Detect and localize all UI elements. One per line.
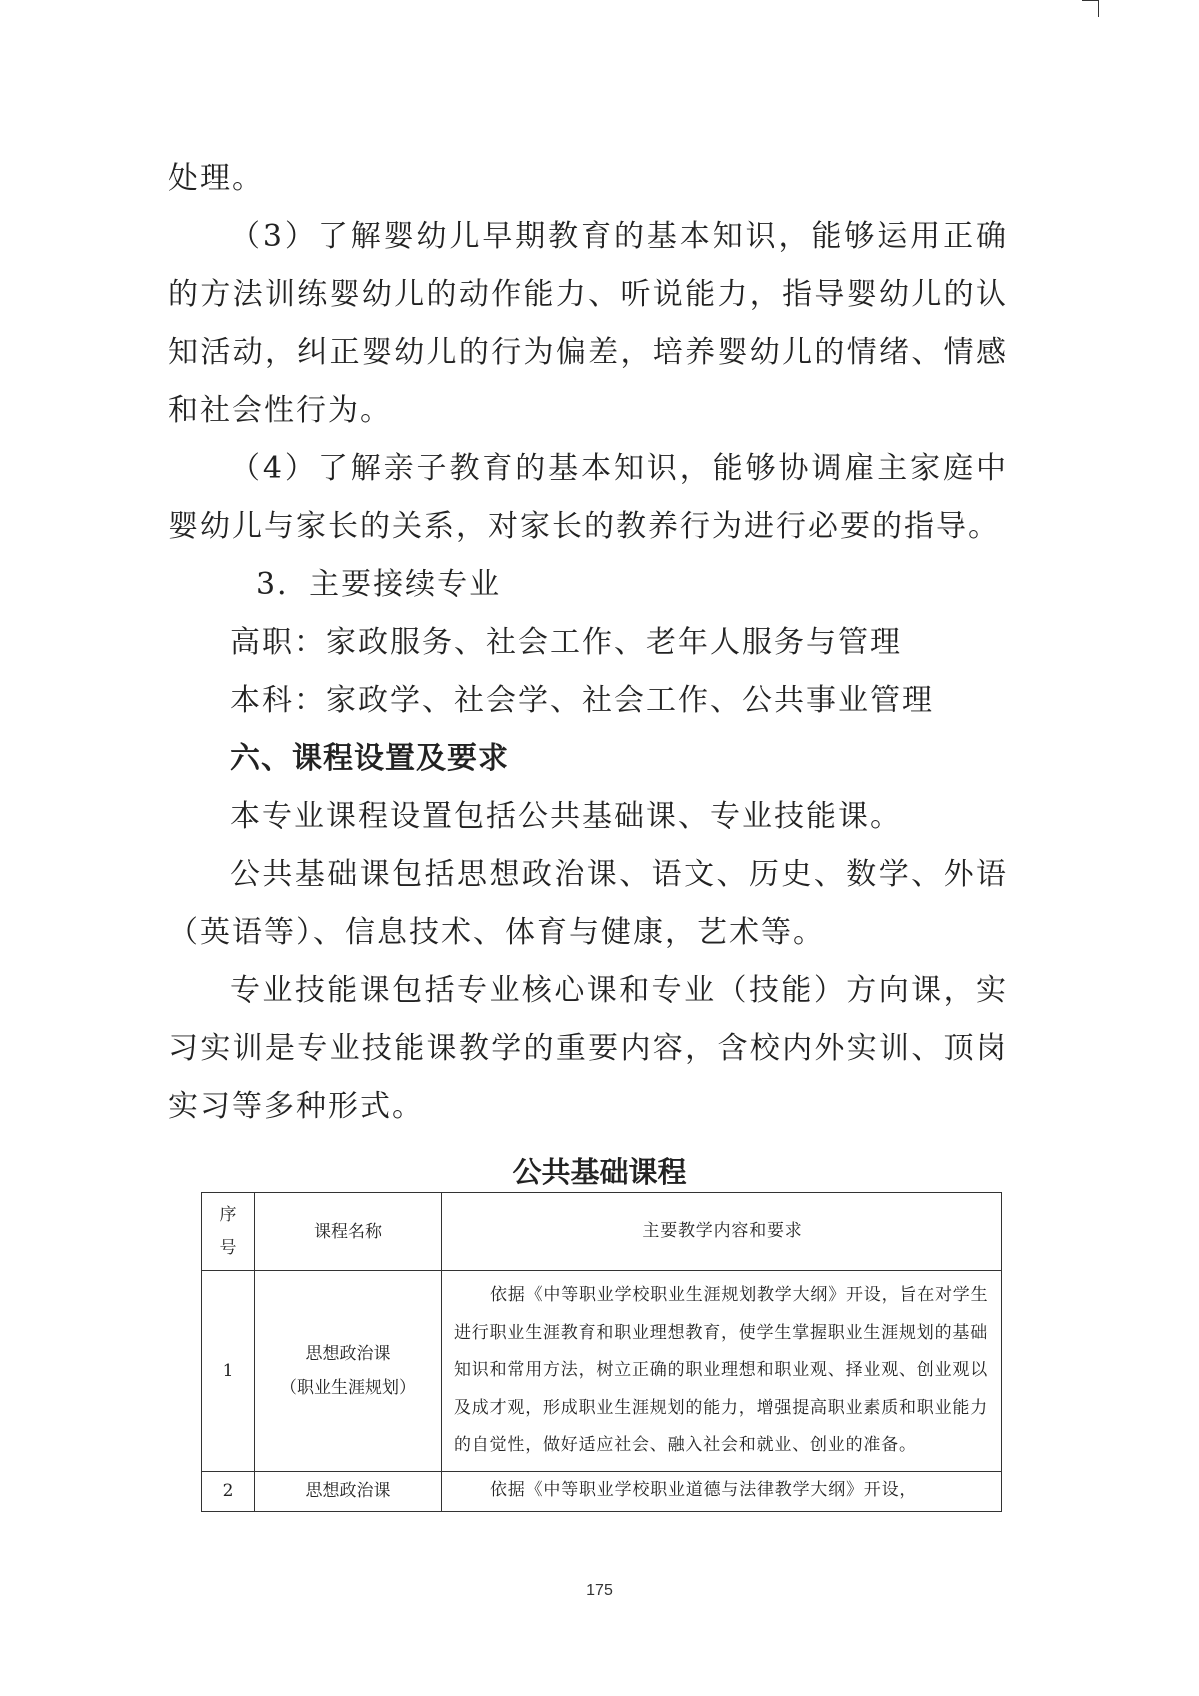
- body-text: [168, 150, 1008, 1136]
- table-header-row: [202, 1193, 1002, 1271]
- paragraph-item-3: （3）了解婴幼儿早期教育的基本知识，能够运用正确的方法训练婴幼儿的动作能力、听说能力，指导婴幼儿的认知活动，纠正婴幼儿的行为偏差，培养婴幼儿的情绪、情感和社会性行为。: [168, 219, 1008, 428]
- row-name: 思想政治课: [255, 1471, 442, 1511]
- section-heading: 六、课程设置及要求: [230, 741, 509, 776]
- header-name: 课程名称: [255, 1193, 442, 1271]
- paragraph-skill-courses: 专业技能课包括专业核心课和专业（技能）方向课，实习实训是专业技能课教学的重要内容，含校内外实训、顶岗实习等多种形式。: [168, 973, 1008, 1124]
- paragraph-continuation: 处理。: [168, 161, 264, 196]
- row-num: 1: [202, 1271, 255, 1472]
- paragraph-undergraduate: 本科：家政学、社会学、社会工作、公共事业管理: [230, 683, 934, 718]
- paragraph-item-4: （4）了解亲子教育的基本知识，能够协调雇主家庭中婴幼儿与家长的关系，对家长的教养行为进行必要的指导。: [168, 451, 1008, 544]
- crop-mark: [1082, 0, 1099, 17]
- header-num: [202, 1193, 255, 1271]
- subsection-heading: 3．主要接续专业: [256, 567, 502, 602]
- row-num: 2: [202, 1471, 255, 1511]
- paragraph-public-courses: 公共基础课包括思想政治课、语文、历史、数学、外语（英语等）、信息技术、体育与健康，艺术等。: [168, 857, 1008, 950]
- row-name-line1: 思想政治课: [305, 1343, 391, 1364]
- header-num-line2: 号: [219, 1237, 237, 1258]
- header-desc: 主要教学内容和要求: [442, 1193, 1002, 1271]
- row-name: [255, 1271, 442, 1472]
- page-number: 175: [586, 1582, 613, 1599]
- paragraph-curriculum: 本专业课程设置包括公共基础课、专业技能课。: [230, 799, 902, 834]
- row-name-line2: （职业生涯规划）: [280, 1377, 416, 1398]
- header-num-line1: 序: [219, 1204, 237, 1225]
- row-desc: [442, 1471, 1002, 1511]
- paragraph-vocational: 高职：家政服务、社会工作、老年人服务与管理: [230, 625, 902, 660]
- row-desc-text: 依据《中等职业学校职业生涯规划教学大纲》开设，旨在对学生进行职业生涯教育和职业理想教育，使学生掌握职业生涯规划的基础知识和常用方法，树立正确的职业理想和职业观、择业观、创业观以及成才观，形成职业生涯规划的能力，增强提高职业素质和职业能力的自觉性，做好适应社会、融入社会和就业、创业的准备。: [454, 1285, 989, 1455]
- table-row: [202, 1471, 1002, 1511]
- table-row: [202, 1271, 1002, 1472]
- course-table: [201, 1192, 1002, 1512]
- table-title: 公共基础课程: [512, 1155, 687, 1189]
- row-desc-text: 依据《中等职业学校职业道德与法律教学大纲》开设，: [490, 1480, 918, 1501]
- row-desc: [442, 1271, 1002, 1472]
